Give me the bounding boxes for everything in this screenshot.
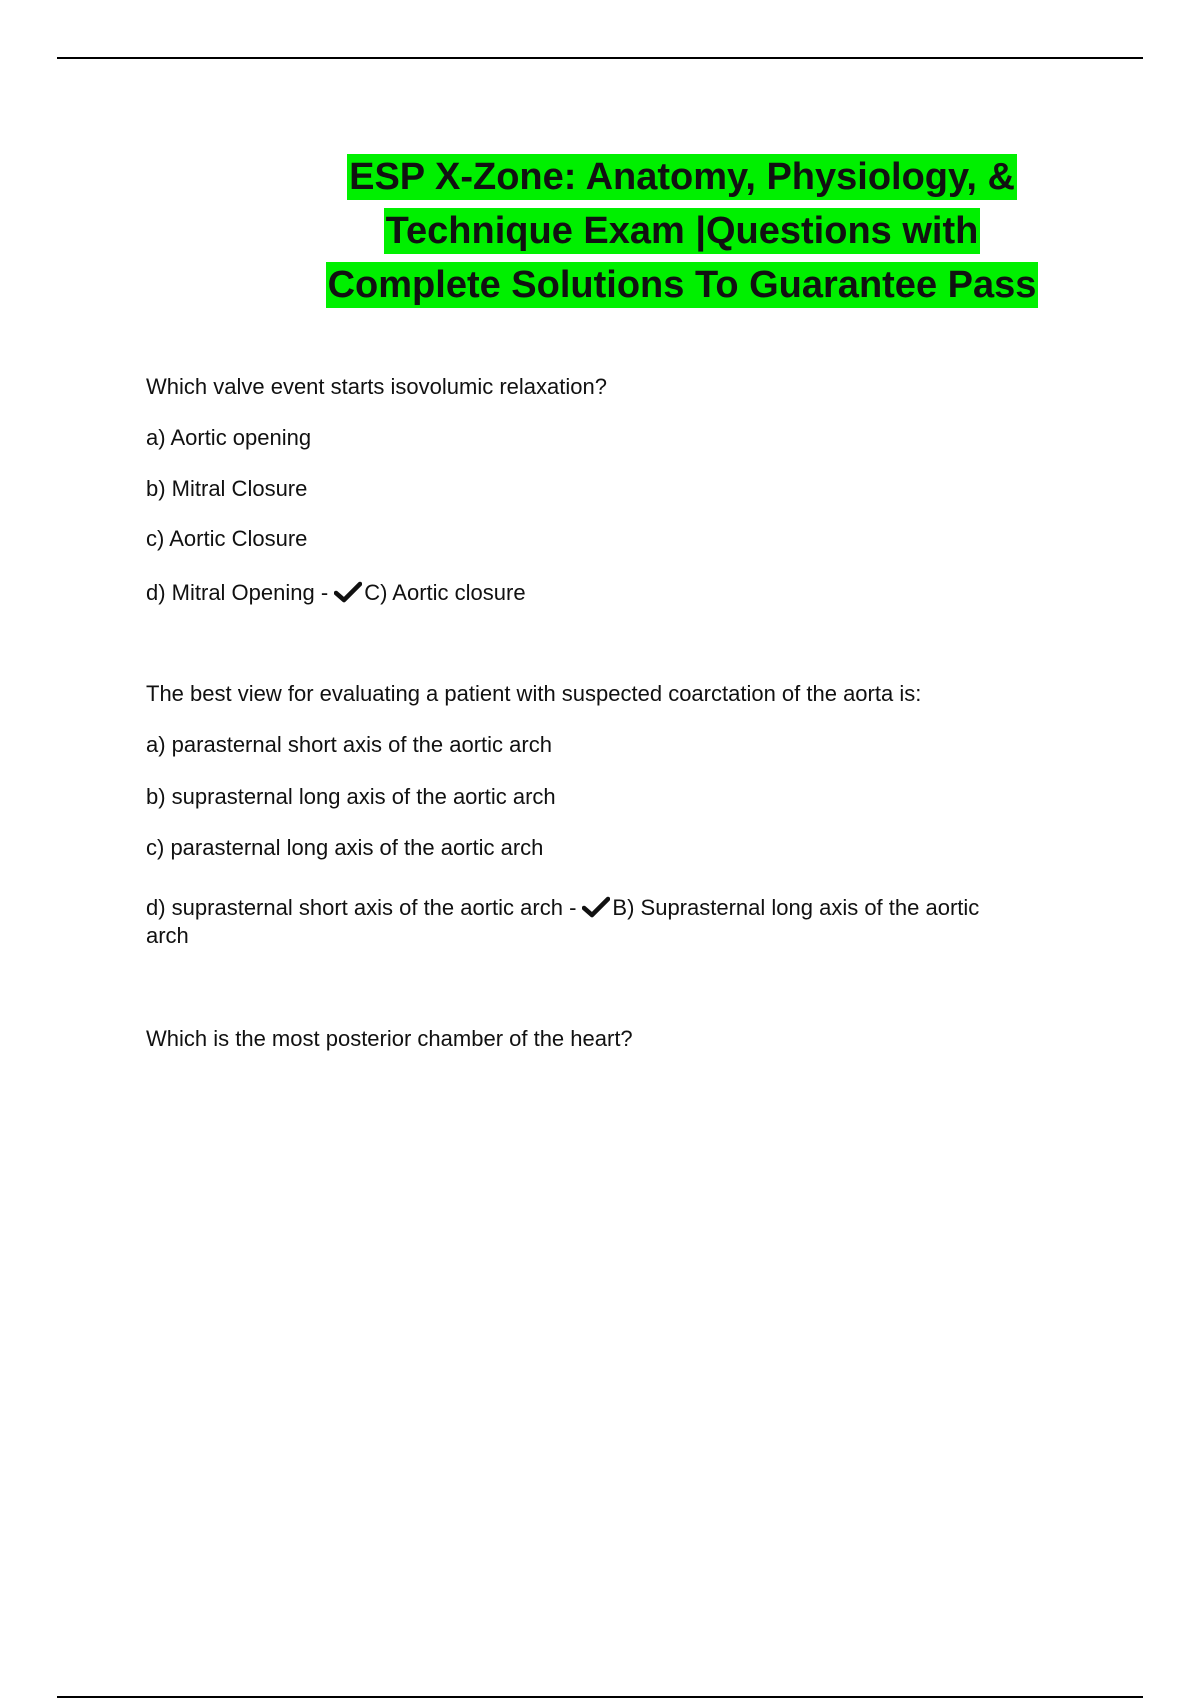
- option-text: d) Mitral Opening -: [146, 580, 329, 605]
- option-text: a) parasternal short axis of the aortic arch: [146, 732, 552, 757]
- question-prompt: Which is the most posterior chamber of the heart?: [146, 1026, 633, 1051]
- option-c: [146, 525, 1026, 553]
- option-c: [146, 834, 1026, 862]
- title-line: ESP X-Zone: Anatomy, Physiology, &: [349, 156, 1015, 198]
- question-3: [146, 1025, 1026, 1053]
- title-line: Technique Exam |Questions with: [385, 210, 979, 252]
- option-text: a) Aortic opening: [146, 425, 312, 450]
- option-d-with-answer: [146, 579, 1026, 607]
- answer-text: B) Suprasternal long axis of the aortic arch: [146, 895, 980, 948]
- check-icon: [582, 896, 610, 918]
- question-prompt: Which valve event starts isovolumic relaxation?: [146, 374, 607, 399]
- option-a: [146, 424, 1026, 452]
- title-line: Complete Solutions To Guarantee Pass: [327, 264, 1037, 306]
- option-text: d) suprasternal short axis of the aortic arch -: [146, 895, 577, 920]
- header-rule: [57, 57, 1143, 59]
- document-title: [317, 150, 1047, 312]
- option-b: [146, 783, 1026, 811]
- option-text: b) suprasternal long axis of the aortic arch: [146, 784, 556, 809]
- answer-text: C) Aortic closure: [364, 580, 526, 605]
- question-prompt: The best view for evaluating a patient with suspected coarctation of the aorta is:: [146, 681, 922, 706]
- question-2: [146, 680, 1026, 708]
- option-a: [146, 731, 1026, 759]
- option-b: [146, 475, 1026, 503]
- option-text: c) parasternal long axis of the aortic arch: [146, 835, 544, 860]
- option-text: b) Mitral Closure: [146, 476, 308, 501]
- footer-rule: [57, 1696, 1143, 1698]
- option-text: c) Aortic Closure: [146, 526, 308, 551]
- question-1: [146, 373, 1026, 401]
- check-icon: [334, 581, 362, 603]
- option-d-with-answer: [146, 894, 1006, 950]
